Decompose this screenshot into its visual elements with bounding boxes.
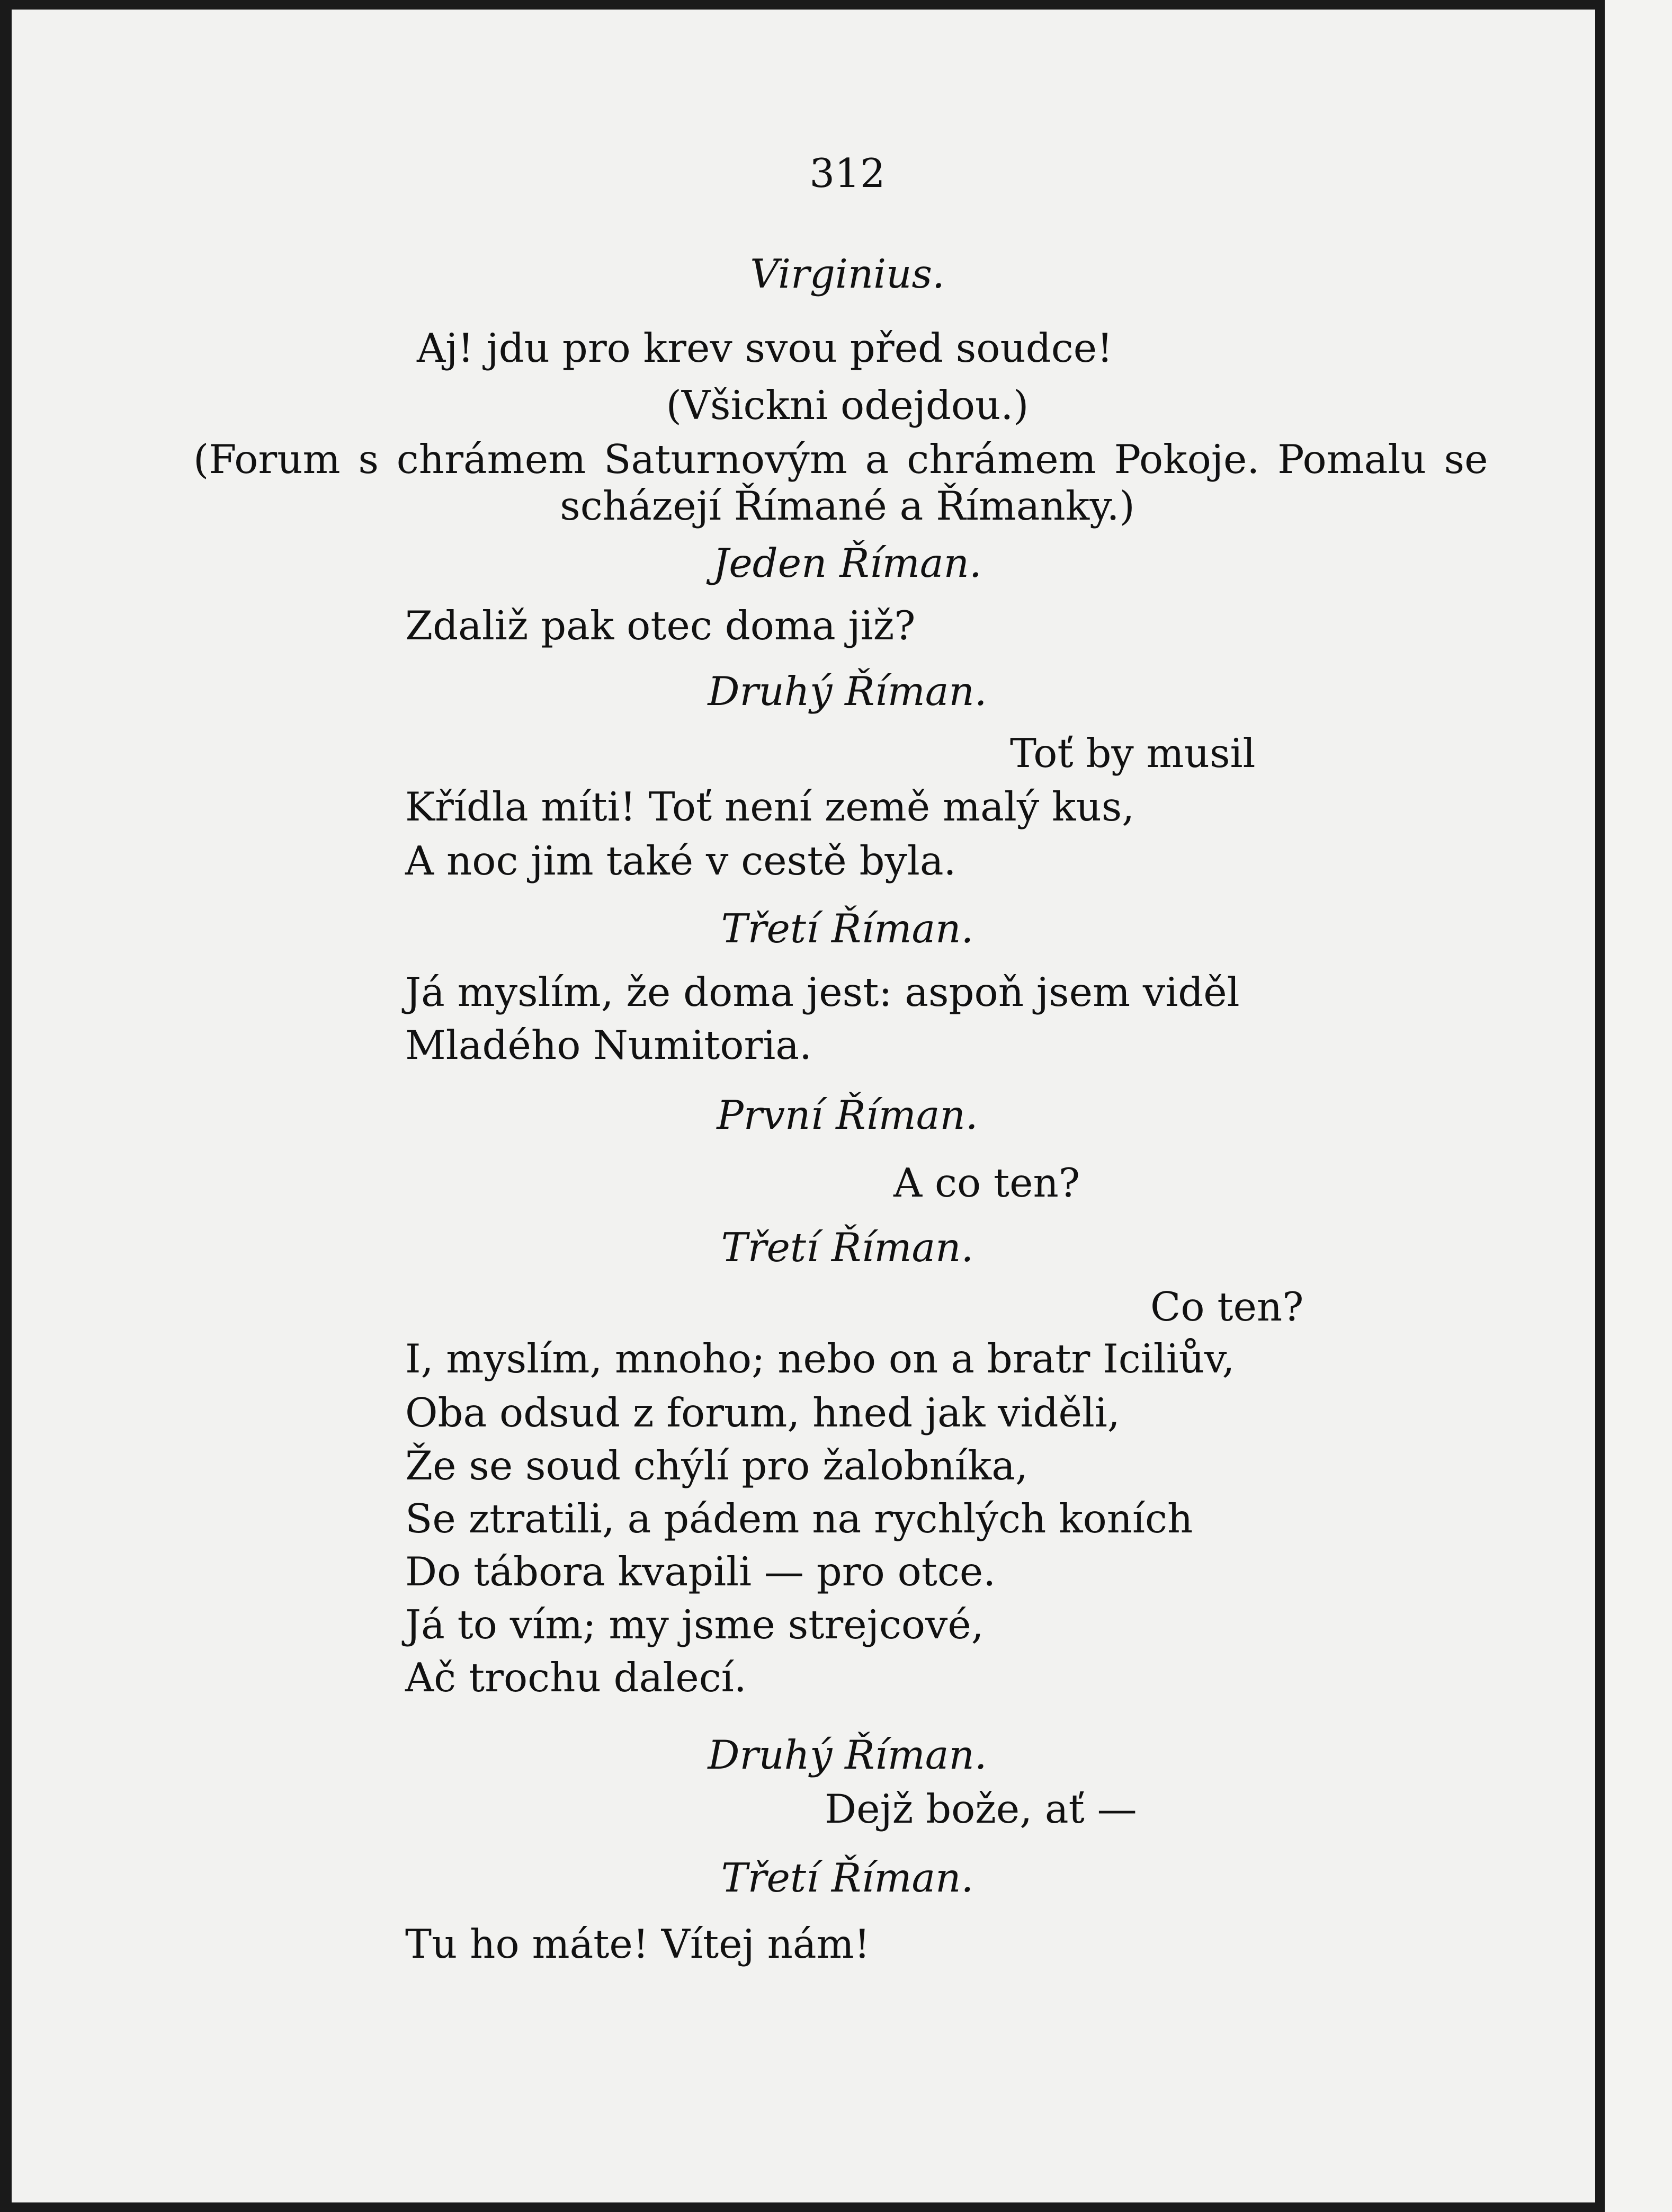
- verse-line: Se ztratili, a pádem na rychlých koních: [405, 1495, 1193, 1542]
- speaker-heading: První Říman.: [717, 1092, 978, 1138]
- verse-line: Oba odsud z forum, hned jak viděli,: [405, 1389, 1120, 1436]
- speaker-heading: Jeden Říman.: [713, 540, 982, 586]
- verse-line: A noc jim také v cestě byla.: [405, 837, 956, 884]
- stage-direction: (Všickni odejdou.): [666, 382, 1029, 429]
- verse-line: Toť by musil: [1010, 730, 1256, 777]
- stage-direction: (Forum s chrámem Saturnovým a chrámem Pokoje. Pomalu se: [193, 436, 1488, 483]
- verse-line: I, myslím, mnoho; nebo on a bratr Iciliův,: [405, 1335, 1235, 1382]
- verse-line: Dejž bože, ať —: [825, 1786, 1137, 1832]
- page-number: 312: [809, 150, 886, 197]
- verse-line: Že se soud chýlí pro žalobníka,: [405, 1442, 1028, 1489]
- verse-line: Tu ho máte! Vítej nám!: [405, 1921, 870, 1967]
- verse-line: Ač trochu dalecí.: [405, 1654, 747, 1701]
- verse-line: A co ten?: [893, 1159, 1080, 1206]
- verse-line: Aj! jdu pro krev svou před soudce!: [417, 325, 1113, 371]
- speaker-heading: Druhý Říman.: [708, 1732, 987, 1778]
- verse-line: Do tábora kvapili — pro otce.: [405, 1548, 996, 1595]
- verse-line: Mladého Numitoria.: [405, 1022, 812, 1068]
- adjacent-page-edge: [1605, 0, 1672, 2212]
- speaker-heading: Druhý Říman.: [708, 668, 987, 715]
- speaker-heading: Třetí Říman.: [721, 905, 974, 952]
- speaker-heading: Třetí Říman.: [721, 1854, 974, 1901]
- speaker-heading: Virginius.: [750, 251, 945, 297]
- book-page: [12, 10, 1595, 2202]
- speaker-heading: Třetí Říman.: [721, 1224, 974, 1271]
- verse-line: Co ten?: [1150, 1283, 1304, 1330]
- verse-line: Já myslím, že doma jest: aspoň jsem viděl: [405, 969, 1240, 1015]
- verse-line: Já to vím; my jsme strejcové,: [405, 1601, 984, 1648]
- verse-line: Zdaliž pak otec doma již?: [405, 602, 916, 649]
- verse-line: Křídla míti! Toť není země malý kus,: [405, 783, 1135, 830]
- stage-direction: scházejí Římané a Římanky.): [560, 483, 1135, 529]
